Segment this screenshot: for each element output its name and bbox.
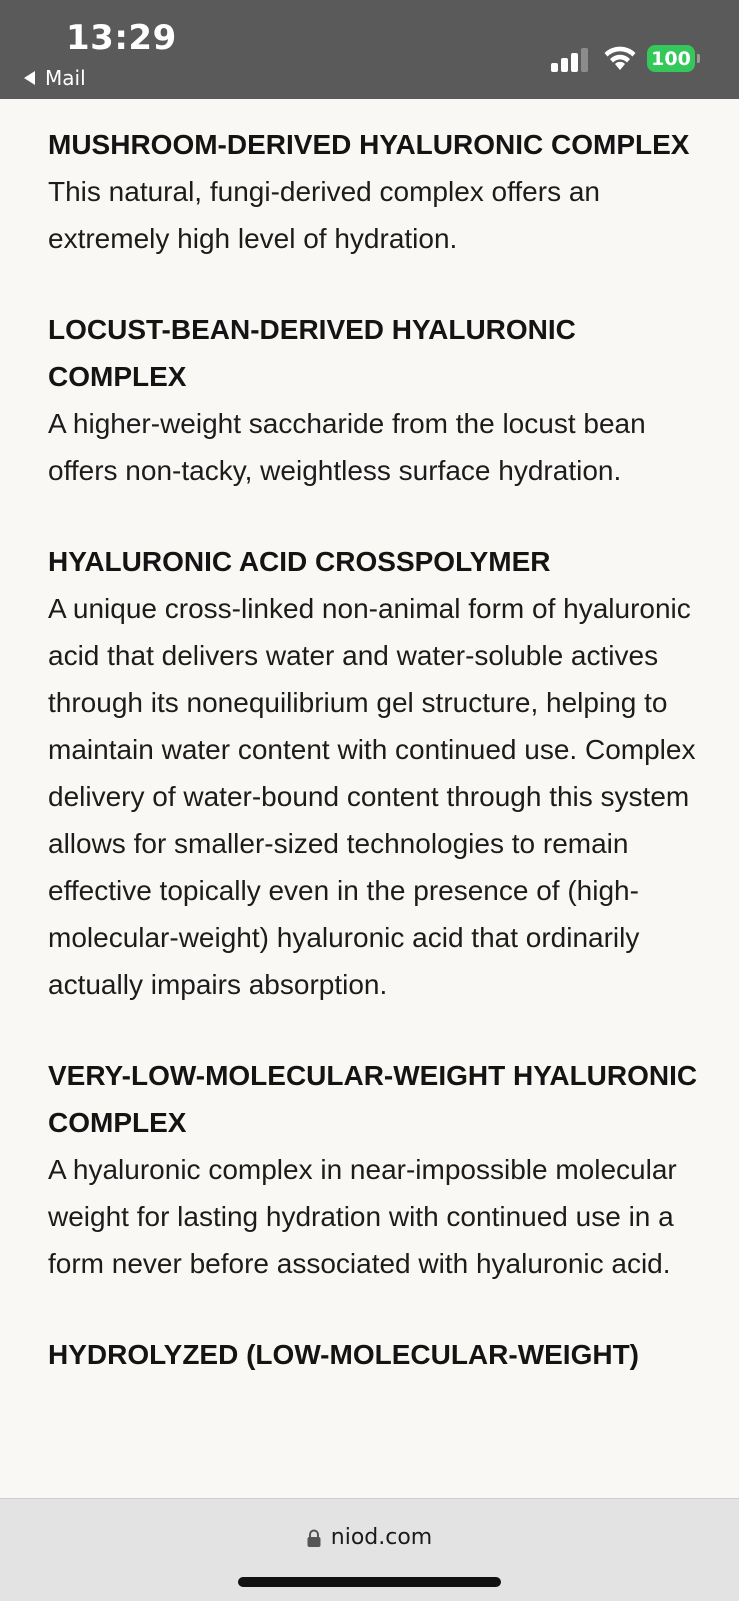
- section-body: A higher-weight saccharide from the locust bean offers non-tacky, weightless surface hydration.: [48, 408, 646, 486]
- section-title: MUSHROOM-DERIVED HYALURONIC COMPLEX: [48, 129, 690, 160]
- section-title: HYALURONIC ACID CROSSPOLYMER: [48, 546, 551, 577]
- url-display[interactable]: [0, 1525, 739, 1550]
- section-title: HYDROLYZED (LOW-MOLECULAR-WEIGHT): [48, 1339, 640, 1370]
- back-label: Mail: [45, 66, 86, 90]
- ingredient-section: [48, 1052, 698, 1287]
- section-body: This natural, fungi-derived complex offers an extremely high level of hydration.: [48, 176, 600, 254]
- ingredient-section: [48, 538, 698, 1008]
- status-bar: [0, 0, 739, 99]
- wifi-icon: [603, 44, 637, 70]
- url-domain: niod.com: [330, 1525, 433, 1550]
- ingredient-section: [48, 306, 698, 494]
- status-time: 13:29: [66, 18, 177, 58]
- back-arrow-icon: [24, 71, 35, 85]
- ingredients-article: [48, 121, 698, 1422]
- cellular-signal-icon: [551, 48, 591, 72]
- safari-address-bar[interactable]: [0, 1498, 739, 1601]
- section-title: LOCUST-BEAN-DERIVED HYALURONIC COMPLEX: [48, 314, 576, 392]
- battery-level: 100: [647, 45, 695, 72]
- web-content[interactable]: [0, 99, 739, 1498]
- battery-indicator: [647, 45, 699, 72]
- section-title: VERY-LOW-MOLECULAR-WEIGHT HYALURONIC COMPLEX: [48, 1060, 698, 1138]
- ingredient-section: [48, 1331, 698, 1378]
- battery-nub: [697, 54, 700, 63]
- section-body: A hyaluronic complex in near-impossible molecular weight for lasting hydration with continued use in a form never before associated with hyaluronic acid.: [48, 1154, 677, 1279]
- section-body: A unique cross-linked non-animal form of hyaluronic acid that delivers water and water-soluble actives through its nonequilibrium gel structure, helping to maintain water content with continued use. Complex delivery of water-bound content through this system allows for smaller-sized technologies to remain effective topically even in the presence of (high-molecular-weight) hyaluronic acid that ordinarily actually impairs absorption.: [48, 593, 696, 1000]
- ingredient-section: [48, 121, 698, 262]
- lock-icon: [307, 1529, 321, 1547]
- home-indicator[interactable]: [238, 1577, 501, 1587]
- back-to-mail-button[interactable]: [24, 66, 86, 90]
